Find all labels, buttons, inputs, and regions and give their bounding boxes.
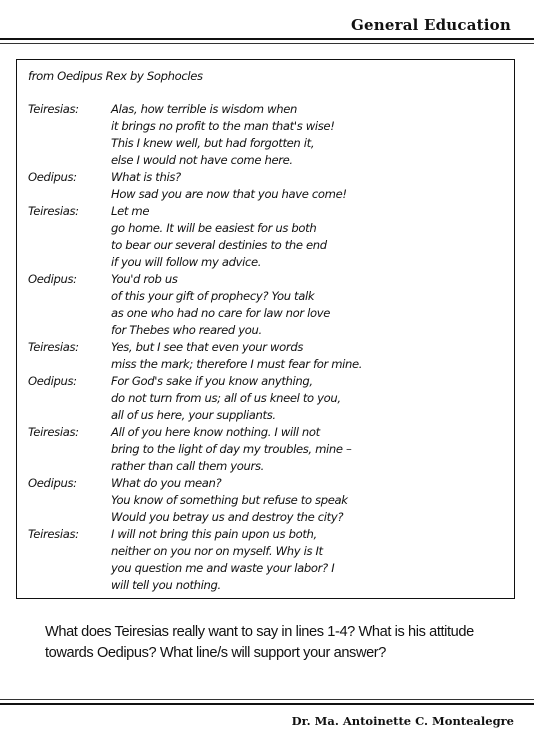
dialogue-turn bbox=[28, 203, 498, 271]
excerpt-box bbox=[16, 59, 515, 599]
dialogue-turn bbox=[28, 373, 498, 424]
footer-rule-thick bbox=[0, 703, 534, 705]
dialogue-turn bbox=[28, 424, 498, 475]
speaker-name: Teiresias: bbox=[28, 204, 79, 218]
speech-line: if you will follow my advice. bbox=[111, 255, 262, 269]
speech-line: For God's sake if you know anything, bbox=[111, 374, 313, 388]
speech-line: will tell you nothing. bbox=[111, 578, 221, 592]
speech-lines bbox=[111, 101, 498, 169]
speech-line: else I would not have come here. bbox=[111, 153, 293, 167]
speech-line: You'd rob us bbox=[111, 272, 178, 286]
speech-line: I will not bring this pain upon us both, bbox=[111, 527, 317, 541]
speech-line: bring to the light of day my troubles, mine – bbox=[111, 442, 352, 456]
footer-author: Dr. Ma. Antoinette C. Montealegre bbox=[291, 714, 514, 728]
dialogue-turn bbox=[28, 526, 498, 594]
dialogue-turn bbox=[28, 271, 498, 339]
speech-lines bbox=[111, 169, 498, 203]
speech-line: neither on you nor on myself. Why is It bbox=[111, 544, 323, 558]
speech-line: to bear our several destinies to the end bbox=[111, 238, 327, 252]
speaker-name: Teiresias: bbox=[28, 425, 79, 439]
speaker-name: Teiresias: bbox=[28, 527, 79, 541]
speech-line: rather than call them yours. bbox=[111, 459, 264, 473]
dialogue-turn bbox=[28, 169, 498, 203]
speech-line: go home. It will be easiest for us both bbox=[111, 221, 317, 235]
speech-line: of this your gift of prophecy? You talk bbox=[111, 289, 315, 303]
speech-line: You know of something but refuse to speak bbox=[111, 493, 348, 507]
speech-line: do not turn from us; all of us kneel to you, bbox=[111, 391, 341, 405]
speech-line: What is this? bbox=[111, 170, 181, 184]
header-rule-thin bbox=[0, 43, 534, 44]
header-rule-thick bbox=[0, 38, 534, 40]
speech-lines bbox=[111, 424, 498, 475]
speaker-name: Teiresias: bbox=[28, 102, 79, 116]
speech-lines bbox=[111, 271, 498, 339]
speech-lines bbox=[111, 339, 498, 373]
speech-line: Yes, but I see that even your words bbox=[111, 340, 304, 354]
header-title: General Education bbox=[351, 16, 511, 34]
speaker-name: Oedipus: bbox=[28, 476, 77, 490]
speech-lines bbox=[111, 475, 498, 526]
dialogue-turn bbox=[28, 339, 498, 373]
speech-line: Alas, how terrible is wisdom when bbox=[111, 102, 297, 116]
speaker-name: Oedipus: bbox=[28, 170, 77, 184]
speech-lines bbox=[111, 203, 498, 271]
speech-lines bbox=[111, 373, 498, 424]
speech-line: Let me bbox=[111, 204, 150, 218]
speech-line: all of us here, your suppliants. bbox=[111, 408, 276, 422]
speech-line: All of you here know nothing. I will not bbox=[111, 425, 320, 439]
speech-line: This I knew well, but had forgotten it, bbox=[111, 136, 315, 150]
speech-line: Would you betray us and destroy the city? bbox=[111, 510, 344, 524]
speech-lines bbox=[111, 526, 498, 594]
dialogue bbox=[28, 101, 498, 594]
excerpt-title: from Oedipus Rex by Sophocles bbox=[28, 69, 203, 83]
question-text: What does Teiresias really want to say in lines 1-4? What is his attitude towards Oedipus? What line/s will support your answer? bbox=[45, 624, 474, 661]
footer-rule-thin bbox=[0, 699, 534, 700]
speech-line: you question me and waste your labor? I bbox=[111, 561, 335, 575]
speaker-name: Oedipus: bbox=[28, 374, 77, 388]
speech-line: for Thebes who reared you. bbox=[111, 323, 262, 337]
speech-line: as one who had no care for law nor love bbox=[111, 306, 331, 320]
speech-line: miss the mark; therefore I must fear for mine. bbox=[111, 357, 363, 371]
speaker-name: Oedipus: bbox=[28, 272, 77, 286]
speech-line: What do you mean? bbox=[111, 476, 222, 490]
speech-line: it brings no profit to the man that's wise! bbox=[111, 119, 335, 133]
dialogue-turn bbox=[28, 101, 498, 169]
speech-line: How sad you are now that you have come! bbox=[111, 187, 347, 201]
dialogue-turn bbox=[28, 475, 498, 526]
speaker-name: Teiresias: bbox=[28, 340, 79, 354]
